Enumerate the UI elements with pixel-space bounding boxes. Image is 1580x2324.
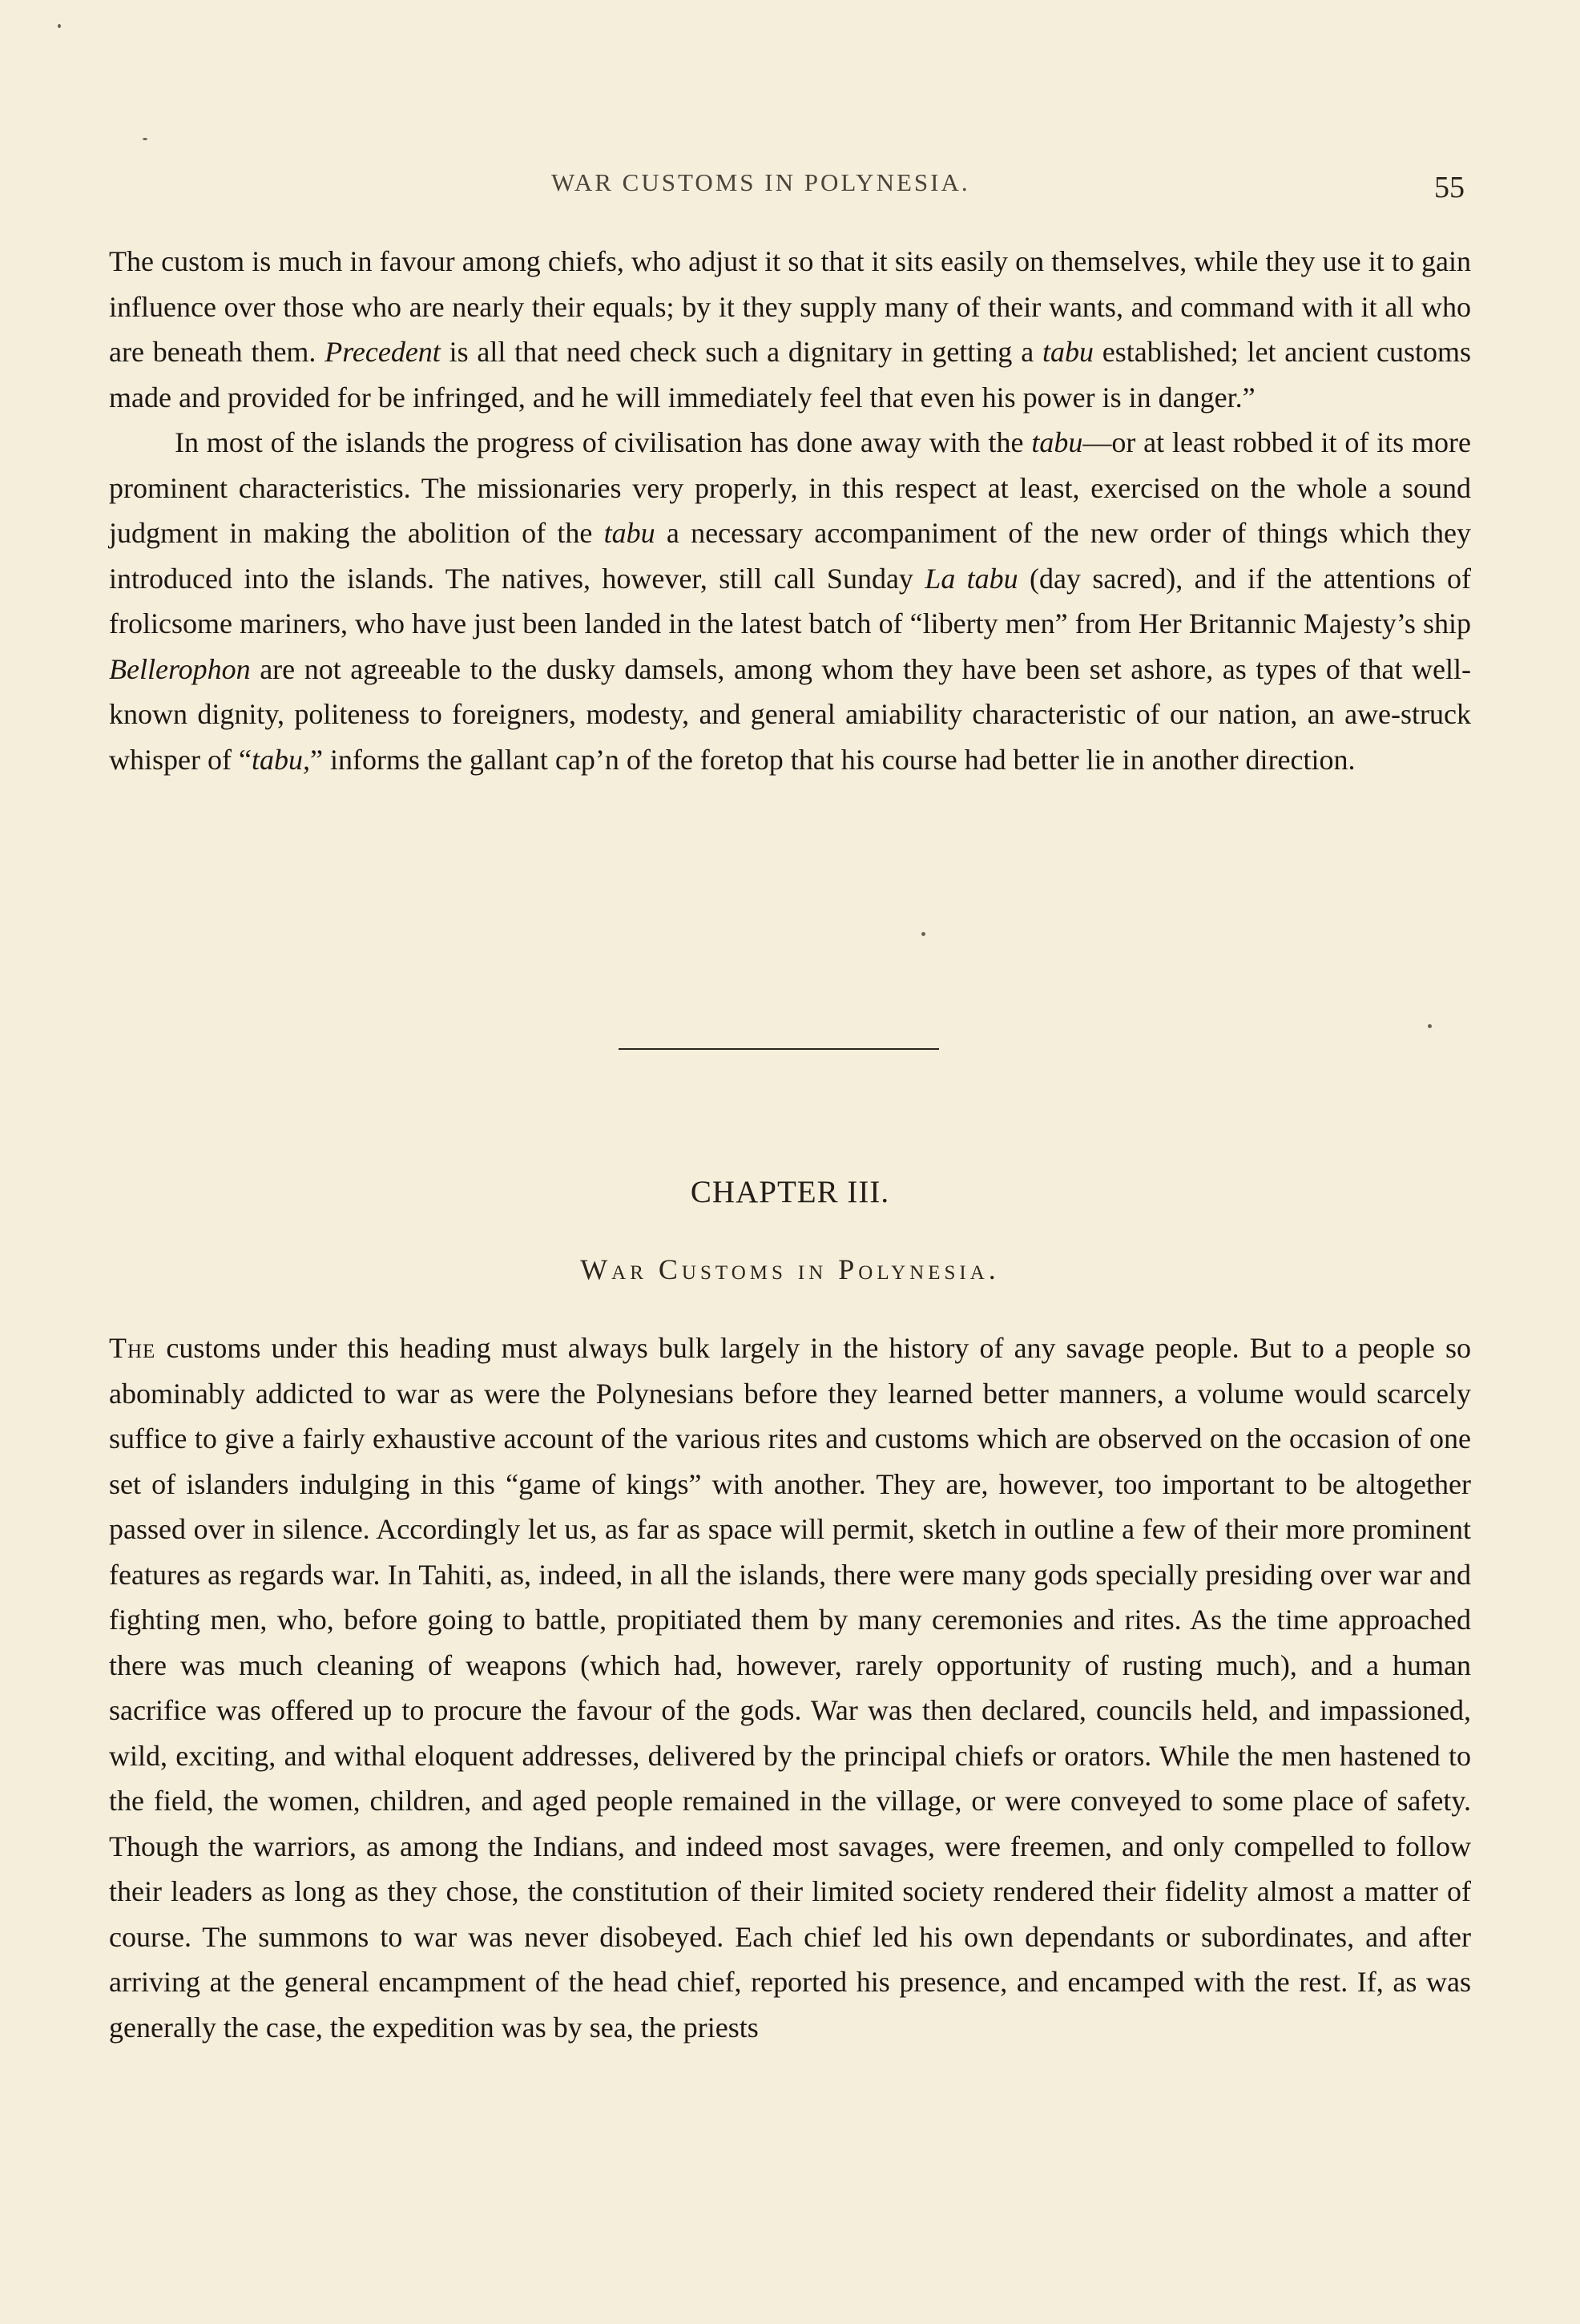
paragraph-civilisation — [109, 420, 1471, 782]
continued-section — [109, 239, 1471, 782]
ink-speck — [921, 932, 925, 936]
italic-run: tabu, — [251, 743, 310, 776]
italic-run: tabu — [1031, 426, 1083, 458]
text-run: —or at least robbed it of its more prominent characteristics. The missionaries very properly, in this respect at least, exercised on the whole a sound judgment in making the abolition of the — [109, 426, 1471, 549]
italic-run: Precedent — [324, 336, 441, 368]
italic-run: tabu — [1042, 336, 1094, 368]
chapter-subtitle: War Customs in Polynesia. — [580, 1253, 1000, 1285]
running-title: WAR CUSTOMS IN POLYNESIA. — [551, 168, 970, 196]
text-run: a necessary accompaniment of the new order of things which they introduced into the islands. The natives, however, still call Sunday — [109, 517, 1471, 595]
text-run: (day sacred), and if the attentions of frolicsome mariners, who have just been landed in the latest batch of “liberty men” from Her Britannic Majesty’s ship — [109, 562, 1471, 640]
chapter-body — [109, 1325, 1471, 2050]
italic-run: La tabu — [925, 562, 1018, 595]
text-run: ” informs the gallant cap’n of the foretop that his course had better lie in another direction. — [309, 743, 1356, 776]
page-number: 55 — [1434, 171, 1465, 204]
text-run: are not agreeable to the dusky damsels, among whom they have been set ashore, as types of that well-known dignity, politeness to foreigners, modesty, and general amiability characteristic of our nation, an awe-struck whisper of “ — [109, 652, 1471, 776]
section-divider — [619, 1048, 939, 1050]
paragraph-war-customs — [109, 1325, 1471, 2050]
running-head — [0, 160, 1580, 208]
opening-word: The — [109, 1332, 156, 1364]
text-run: The custom is much in favour among chiefs, who adjust it so that it sits easily on themselves, while they use it to gain influence over those who are nearly their equals; by it they supply many of their wants, and command with it all who are beneath them. — [109, 245, 1471, 368]
ink-speck — [143, 138, 147, 140]
ink-speck — [1428, 1024, 1432, 1028]
ink-speck — [58, 24, 61, 28]
italic-run: Bellerophon — [109, 652, 251, 685]
paragraph-tabu-custom — [109, 239, 1471, 420]
text-run: In most of the islands the progress of civilisation has done away with the — [175, 426, 1032, 458]
text-run: customs under this heading must always bulk largely in the history of any savage people. But to a people so abominably addicted to war as were the Polynesians before they learned better manners, a volume would scarcely suffice to give a fairly exhaustive account of the various rites and customs which are observed on the occasion of one set of islanders indulging in this “game of kings” with another. They are, however, too important to be altogether passed over in silence. Accordingly let us, as far as space will permit, sketch in outline a few of their more prominent features as regards war. In Tahiti, as, indeed, in all the islands, there were many gods specially presiding over war and fighting men, who, before going to battle, propitiated them by many ceremonies and rites. As the time approached there was much cleaning of weapons (which had, however, rarely opportunity of rusting much), and a human sacrifice was offered up to procure the favour of the gods. War was then declared, councils held, and impassioned, wild, exciting, and withal eloquent addresses, delivered by the principal chiefs or orators. While the men hastened to the field, the women, children, and aged people remained in the village, or were conveyed to some place of safety. Though the warriors, as among the Indians, and indeed most savages, were freemen, and only compelled to follow their leaders as long as they chose, the constitution of their limited society rendered their fidelity almost a matter of course. The summons to war was never disobeyed. Each chief led his own dependants or subordinates, and after arriving at the general encampment of the head chief, reported his presence, and encamped with the rest. If, as was generally the case, the expedition was by sea, the priests — [109, 1332, 1471, 2044]
chapter-heading: CHAPTER III. — [690, 1175, 890, 1209]
italic-run: tabu — [603, 517, 655, 549]
text-run: is all that need check such a dignitary in getting a — [440, 336, 1042, 368]
text-run: established; let ancient customs made and provided for be infringed, and he will immediately feel that even his power is in danger.” — [109, 336, 1471, 414]
